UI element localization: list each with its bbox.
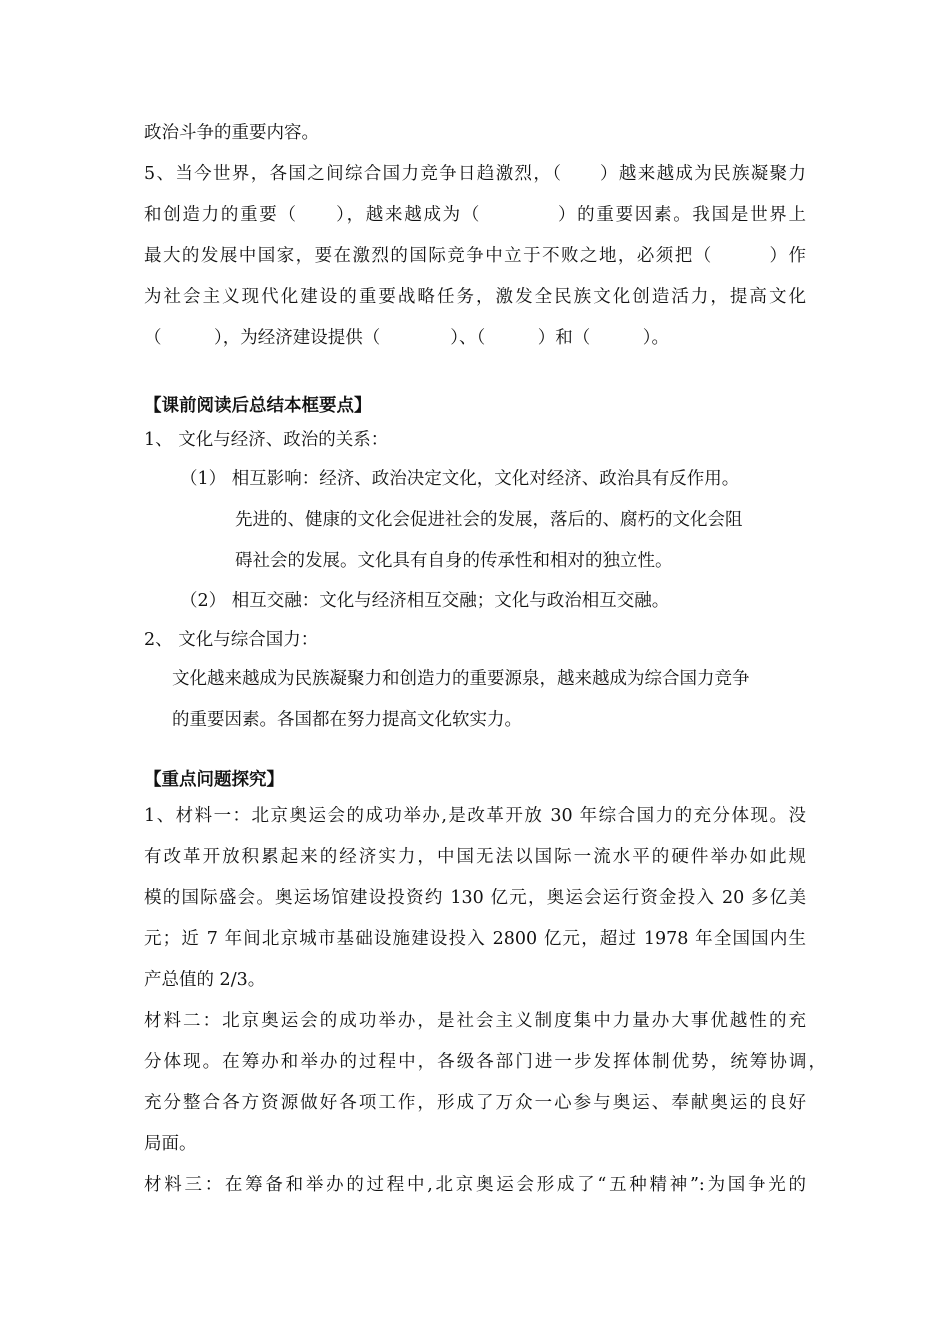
material-3-line: 材料三：在筹备和举办的过程中,北京奥运会形成了“五种精神”:为国争光的 [144,1175,806,1195]
summary-heading: 【课前阅读后总结本框要点】 [144,396,372,416]
material-2-line: 分体现。在筹办和举办的过程中，各级各部门进一步发挥体制优势，统筹协调， [144,1052,826,1072]
material-2-line: 充分整合各方资源做好各项工作，形成了万众一心参与奥运、奉献奥运的良好 [144,1093,806,1113]
material-2-line: 材料二：北京奥运会的成功举办，是社会主义制度集中力量办大事优越性的充 [144,1011,806,1031]
summary-point-2-text: 文化越来越成为民族凝聚力和创造力的重要源泉，越来越成为综合国力竞争 [172,669,750,689]
material-1-line: 产总值的 2/3。 [144,970,266,990]
explore-heading: 【重点问题探究】 [144,770,284,790]
material-1-line: 有改革开放积累起来的经济实力，中国无法以国际一流水平的硬件举办如此规 [144,847,806,867]
summary-point-2-text: 的重要因素。各国都在努力提高文化软实力。 [172,710,522,730]
q5-line: 为社会主义现代化建设的重要战略任务，激发全民族文化创造活力，提高文化 [144,287,806,307]
material-1-line: 1、材料一：北京奥运会的成功举办,是改革开放 30 年综合国力的充分体现。没 [144,806,806,826]
summary-point-1-sub1: （1） 相互影响：经济、政治决定文化，文化对经济、政治具有反作用。 [180,469,740,489]
material-2-line: 局面。 [144,1134,197,1154]
summary-point-1-sub2: （2） 相互交融：文化与经济相互交融；文化与政治相互交融。 [180,591,670,611]
q5-line: （ ），为经济建设提供（ ）、（ ）和（ ）。 [144,328,669,348]
q5-line: 5、当今世界，各国之间综合国力竞争日趋激烈，（ ）越来越成为民族凝聚力 [144,164,806,184]
summary-point-2-title: 2、 文化与综合国力： [144,630,319,650]
q5-line: 和创造力的重要（ ），越来越成为（ ）的重要因素。我国是世界上 [144,205,806,225]
summary-point-1-title: 1、 文化与经济、政治的关系： [144,430,389,450]
summary-point-1-sub1-cont: 先进的、健康的文化会促进社会的发展，落后的、腐朽的文化会阻 [235,510,743,530]
q5-line: 最大的发展中国家，要在激烈的国际竞争中立于不败之地，必须把（ ）作 [144,246,806,266]
prev-tail-line: 政治斗争的重要内容。 [144,123,319,143]
material-1-line: 元；近 7 年间北京城市基础设施建设投入 2800 亿元，超过 1978 年全国国内生 [144,929,806,949]
summary-point-1-sub1-cont: 碍社会的发展。文化具有自身的传承性和相对的独立性。 [235,551,673,571]
material-1-line: 模的国际盛会。奥运场馆建设投资约 130 亿元，奥运会运行资金投入 20 多亿美 [144,888,806,908]
